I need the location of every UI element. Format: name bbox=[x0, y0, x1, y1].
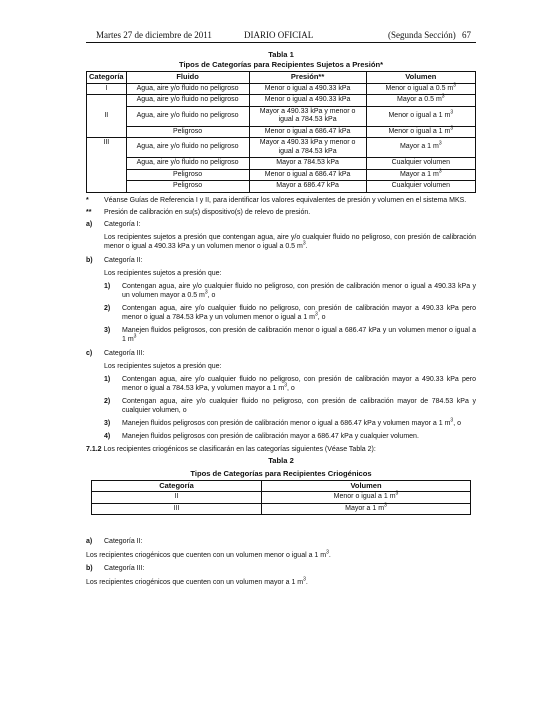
table-row bbox=[87, 126, 476, 138]
table2-header-categoria: Categoría bbox=[92, 480, 262, 492]
list-text-end: , o bbox=[207, 291, 216, 299]
cell-text: Menor o igual a 1 m bbox=[388, 111, 451, 119]
table1-category-cell: II bbox=[87, 95, 127, 138]
document-body bbox=[86, 50, 476, 587]
exponent: 3 bbox=[450, 125, 454, 132]
cell-text: Menor o igual a 1 m bbox=[388, 127, 451, 135]
paragraph-text: Los recipientes sujetos a presión que contengan agua, aire y/o cualquier fluido no peligroso, con presión de calibración menor o igual a 490.33 kPa y un volumen menor o igual a 0.5 m bbox=[104, 233, 476, 250]
footnote-text: Presión de calibración en su(s) dispositivo(s) de relevo de presión. bbox=[104, 208, 311, 216]
item-mark: b) bbox=[86, 565, 93, 572]
list-item bbox=[104, 326, 476, 344]
table-cell: III bbox=[92, 503, 262, 515]
list-text: Contengan agua, aire y/o cualquier fluido no peligroso, con presión de calibración menor o igual a 490.33 kPa y un volumen mayor a 0.5 m bbox=[122, 282, 476, 299]
table-cell: Peligroso bbox=[126, 126, 249, 138]
table-cell: Peligroso bbox=[126, 169, 249, 181]
footnote-text: Véanse Guías de Referencia I y II, para identificar los valores equivalentes de presión y volumen en el sistema MKS. bbox=[104, 196, 467, 204]
exponent: 3 bbox=[450, 109, 454, 116]
header-page-number: 67 bbox=[462, 30, 471, 40]
item-mark: a) bbox=[86, 220, 93, 228]
list-text: Contengan agua, aire y/o cualquier fluido no peligroso, con presión de calibración mayor de 784.53 kPa y cualquier volumen, o bbox=[122, 397, 476, 414]
table-cell: Mayor a 490.33 kPa y menor o igual a 784.53 kPa bbox=[249, 106, 366, 126]
item-title: Categoría II: bbox=[104, 538, 143, 545]
exponent: 3 bbox=[438, 168, 442, 175]
paragraph bbox=[86, 578, 476, 587]
paragraph: Los recipientes sujetos a presión que: bbox=[104, 362, 222, 370]
exponent: 3 bbox=[133, 333, 137, 340]
header-section: (Segunda Sección) bbox=[388, 30, 456, 40]
cell-text: Menor o igual a 1 m bbox=[333, 493, 396, 500]
item-title: Categoría II: bbox=[104, 256, 143, 264]
item-title: Categoría I: bbox=[104, 220, 141, 228]
table1-header-row bbox=[87, 72, 476, 84]
list-text: Manejen fluidos peligrosos con presión de calibración menor o igual a 686.47 kPa y volumen mayor a 1 m bbox=[122, 419, 451, 427]
table-cell: Agua, aire y/o fluido no peligroso bbox=[126, 106, 249, 126]
table-row bbox=[87, 106, 476, 126]
section-7-1-2 bbox=[86, 445, 476, 454]
exponent: 3 bbox=[204, 289, 208, 296]
paragraph-end: . bbox=[305, 579, 308, 586]
list-item bbox=[104, 282, 476, 300]
table-cell: II bbox=[92, 492, 262, 504]
table1-category-cell: I bbox=[87, 83, 127, 95]
footnote-2 bbox=[86, 208, 476, 217]
list-text: Manejen fluidos peligrosos, con presión de calibración menor o igual a 686.47 kPa y un volumen menor o igual a 1 m bbox=[122, 326, 476, 343]
table-cell bbox=[366, 106, 475, 126]
table-cell: Mayor a 686.47 kPa bbox=[249, 181, 366, 193]
section-c bbox=[86, 349, 476, 358]
exponent: 3 bbox=[384, 502, 387, 509]
table-cell bbox=[262, 503, 471, 515]
cell-text: Mayor a 0.5 m bbox=[397, 96, 442, 103]
exponent: 3 bbox=[302, 240, 306, 247]
table-cell: Menor o igual a 490.33 kPa bbox=[249, 95, 366, 107]
footnote-mark: * bbox=[86, 196, 89, 204]
table-cell: Agua, aire y/o fluido no peligroso bbox=[126, 83, 249, 95]
table-row bbox=[92, 492, 471, 504]
cell-text: Mayor a 1 m bbox=[399, 143, 439, 151]
table-cell bbox=[262, 492, 471, 504]
table2-header-row bbox=[92, 480, 471, 492]
list-mark: 2) bbox=[104, 304, 111, 312]
list-text-block bbox=[122, 282, 476, 300]
list-text-end: , o bbox=[287, 384, 295, 392]
table-row bbox=[87, 158, 476, 170]
list-text-end: , o bbox=[317, 313, 326, 321]
exponent: 3 bbox=[450, 417, 454, 424]
table-cell: Peligroso bbox=[126, 181, 249, 193]
table-cell: Agua, aire y/o fluido no peligroso bbox=[126, 95, 249, 107]
list-text: Contengan agua, aire y/o cualquier fluido no peligroso, con presión de calibración mayor a 490.33 kPa pero menor o igual a 784.53 kPa y un volumen menor o igual a 1 m bbox=[122, 304, 476, 321]
table2 bbox=[91, 480, 471, 516]
footnote-1 bbox=[86, 196, 476, 205]
section-text: Los recipientes criogénicos se clasificarán en las categorías siguientes (Véase Tabla 2): bbox=[103, 445, 376, 453]
item-mark: a) bbox=[86, 538, 93, 545]
table-cell: Agua, aire y/o fluido no peligroso bbox=[126, 138, 249, 158]
table-cell bbox=[366, 83, 475, 95]
list-text: Manejen fluidos peligrosos con presión de calibración mayor a 686.47 kPa y cualquier volumen. bbox=[122, 432, 419, 440]
table-cell: Cualquier volumen bbox=[366, 181, 475, 193]
table-cell: Cualquier volumen bbox=[366, 158, 475, 170]
list-mark: 3) bbox=[104, 326, 111, 334]
table-cell: Menor o igual a 686.47 kPa bbox=[249, 126, 366, 138]
list-text-block bbox=[122, 375, 476, 393]
header-date: Martes 27 de diciembre de 2011 bbox=[96, 30, 212, 40]
table-row bbox=[87, 181, 476, 193]
table-row bbox=[92, 503, 471, 515]
section-b2 bbox=[86, 564, 476, 573]
table1-category-cell: III bbox=[87, 138, 127, 193]
table1-header-fluido: Fluido bbox=[126, 72, 249, 84]
paragraph bbox=[104, 233, 476, 251]
list-mark: 2) bbox=[104, 397, 111, 405]
section-number: 7.1.2 bbox=[86, 445, 102, 453]
exponent: 3 bbox=[315, 311, 318, 318]
table1-header-volumen: Volumen bbox=[366, 72, 475, 84]
exponent: 3 bbox=[453, 82, 457, 89]
paragraph-end: . bbox=[305, 242, 308, 250]
table1-label: Tabla 1 bbox=[268, 50, 294, 59]
list-text-end: , o bbox=[453, 419, 461, 427]
page-header bbox=[96, 30, 474, 42]
table-cell bbox=[366, 95, 475, 107]
list-text-block bbox=[122, 326, 476, 344]
list-item bbox=[104, 397, 476, 415]
table-row bbox=[87, 83, 476, 95]
table-cell: Agua, aire y/o fluido no peligroso bbox=[126, 158, 249, 170]
table1-header-categoria: Categoría bbox=[87, 72, 127, 84]
list-mark: 4) bbox=[104, 432, 111, 440]
table1-title: Tipos de Categorías para Recipientes Sujetos a Presión* bbox=[178, 60, 384, 69]
footnote-mark: ** bbox=[86, 208, 92, 216]
table2-label: Tabla 2 bbox=[268, 455, 294, 465]
cell-text: Mayor a 1 m bbox=[399, 170, 439, 178]
section-b bbox=[86, 256, 476, 265]
list-text: Contengan agua, aire y/o cualquier fluido no peligroso, con presión de calibración mayor a 490.33 kPa pero menor o igual a 784.53 kPa, y volumen mayor a 1 m bbox=[122, 375, 476, 392]
paragraph-text: Los recipientes criogénicos que cuenten con un volumen mayor a 1 m bbox=[86, 579, 304, 586]
exponent: 3 bbox=[441, 93, 445, 100]
list-item bbox=[104, 419, 476, 428]
list-text-block bbox=[122, 419, 476, 428]
table-cell bbox=[366, 138, 475, 158]
exponent: 3 bbox=[438, 140, 442, 147]
table-cell bbox=[366, 126, 475, 138]
table-cell: Mayor a 490.33 kPa y menor o igual a 784.53 kPa bbox=[249, 138, 366, 158]
list-mark: 1) bbox=[104, 282, 111, 290]
item-mark: c) bbox=[86, 349, 93, 357]
paragraph-end: . bbox=[328, 552, 331, 559]
exponent: 3 bbox=[326, 549, 329, 556]
list-mark: 3) bbox=[104, 419, 111, 427]
list-item bbox=[104, 304, 476, 322]
paragraph: Los recipientes sujetos a presión que: bbox=[104, 269, 222, 277]
table-row bbox=[87, 169, 476, 181]
table2-title: Tipos de Categorías para Recipientes Criogénicos bbox=[190, 468, 372, 478]
paragraph bbox=[86, 551, 476, 560]
list-item bbox=[104, 432, 476, 441]
table-cell: Menor o igual a 490.33 kPa bbox=[249, 83, 366, 95]
header-rule bbox=[86, 42, 476, 43]
item-title: Categoría III: bbox=[104, 349, 145, 357]
exponent: 3 bbox=[395, 490, 399, 497]
table2-header-volumen: Volumen bbox=[262, 480, 471, 492]
exponent: 3 bbox=[303, 576, 306, 583]
header-journal: DIARIO OFICIAL bbox=[244, 30, 314, 40]
exponent: 3 bbox=[284, 382, 288, 389]
table1-header-presion: Presión** bbox=[249, 72, 366, 84]
section-a bbox=[86, 220, 476, 229]
paragraph-text: Los recipientes criogénicos que cuenten con un volumen menor o igual a 1 m bbox=[86, 552, 327, 559]
list-mark: 1) bbox=[104, 375, 111, 383]
item-mark: b) bbox=[86, 256, 93, 264]
table-cell bbox=[366, 169, 475, 181]
section-a2 bbox=[86, 537, 476, 546]
table-row bbox=[87, 138, 476, 158]
table-row bbox=[87, 95, 476, 107]
list-item bbox=[104, 375, 476, 393]
cell-text: Menor o igual a 0.5 m bbox=[385, 84, 454, 92]
table-cell: Menor o igual a 686.47 kPa bbox=[249, 169, 366, 181]
table1 bbox=[86, 71, 476, 193]
list-text-block bbox=[122, 304, 476, 322]
cell-text: Mayor a 1 m bbox=[345, 504, 385, 512]
table-cell: Mayor a 784.53 kPa bbox=[249, 158, 366, 170]
item-title: Categoría III: bbox=[104, 565, 145, 572]
